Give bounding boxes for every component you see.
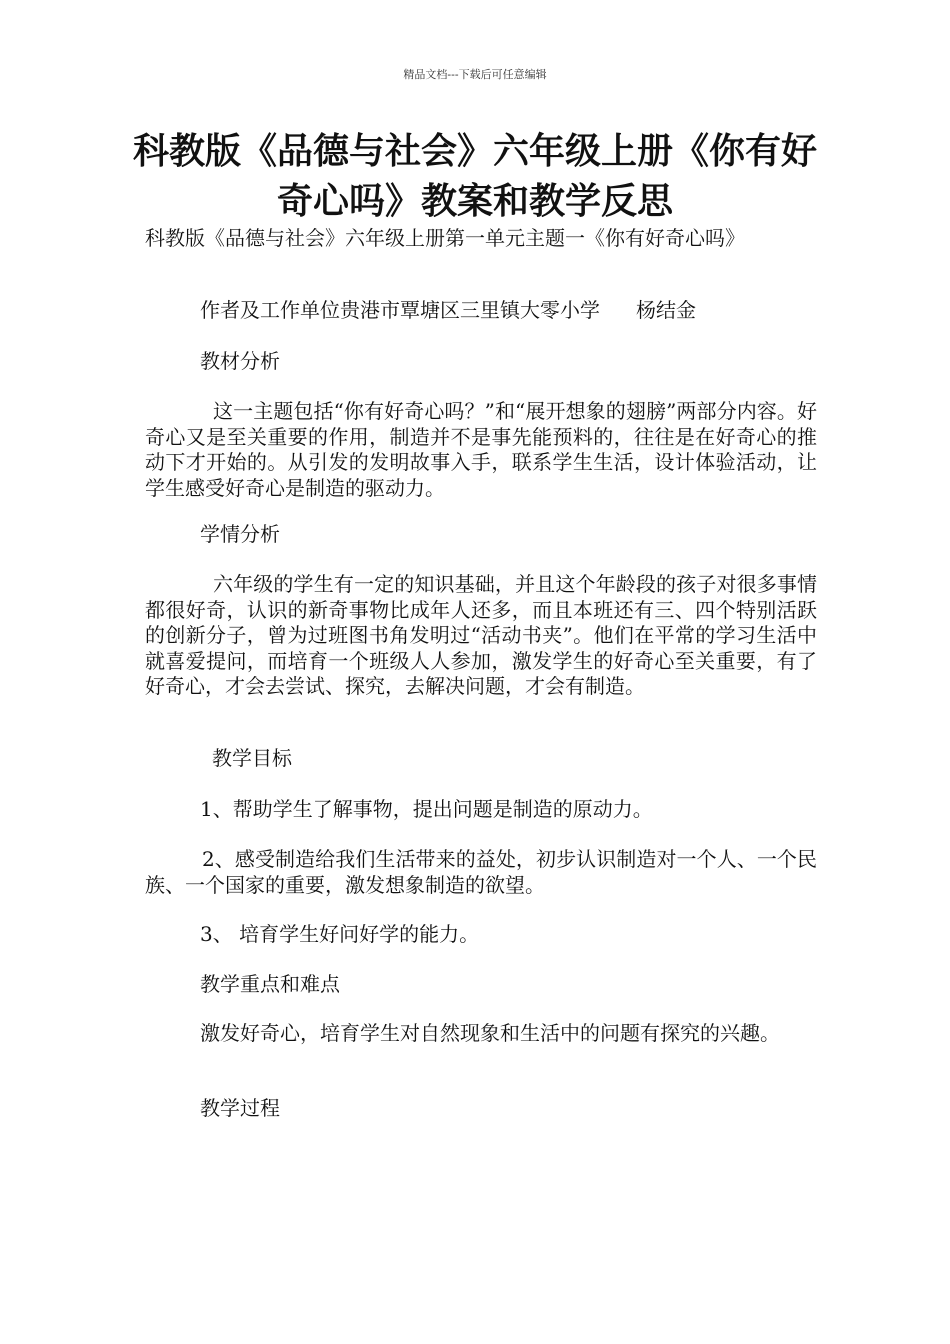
student-paragraph: 六年级的学生有一定的知识基础，并且这个年龄段的孩子对很多事情都很好奇，认识的新奇事物比成年人还多，而且本班还有三、四个特别活跃的创新分子，曾为过班图书角发明过“活动书夹”。他们在平常的学习生活中就喜爱提问，而培育一个班级人人参加，激发学生的好奇心至关重要，有了好奇心，才会去尝试、探究，去解决问题，才会有制造。: [145, 572, 817, 698]
document-title: 科教版《品德与社会》六年级上册《你有好奇心吗》教案和教学反思: [132, 130, 817, 222]
goals-heading: 教学目标: [212, 746, 292, 770]
goal-item-1: 1、帮助学生了解事物，提出问题是制造的原动力。: [200, 797, 653, 821]
material-heading: 教材分析: [200, 349, 280, 373]
goal-item-3: 3、 培育学生好问好学的能力。: [200, 922, 480, 946]
key-paragraph: 激发好奇心，培育学生对自然现象和生活中的问题有探究的兴趣。: [200, 1021, 780, 1045]
author-affiliation: 作者及工作单位贵港市覃塘区三里镇大零小学: [200, 298, 600, 322]
goal-item-2: 2、感受制造给我们生活带来的益处，初步认识制造对一个人、一个民族、一个国家的重要，激发想象制造的欲望。: [145, 847, 817, 897]
student-heading: 学情分析: [200, 522, 280, 546]
header-note: 精品文档---下载后可任意编辑: [403, 68, 547, 81]
material-paragraph: 这一主题包括“你有好奇心吗？”和“展开想象的翅膀”两部分内容。好奇心又是至关重要的作用，制造并不是事先能预料的，往往是在好奇心的推动下才开始的。从引发的发明故事入手，联系学生生活，设计体验活动，让学生感受好奇心是制造的驱动力。: [145, 399, 817, 500]
author-line: [200, 298, 696, 323]
key-heading: 教学重点和难点: [200, 972, 340, 996]
process-heading: 教学过程: [200, 1096, 280, 1120]
document-subtitle: 科教版《品德与社会》六年级上册第一单元主题一《你有好奇心吗》: [145, 226, 745, 250]
author-name: 杨结金: [636, 298, 696, 322]
